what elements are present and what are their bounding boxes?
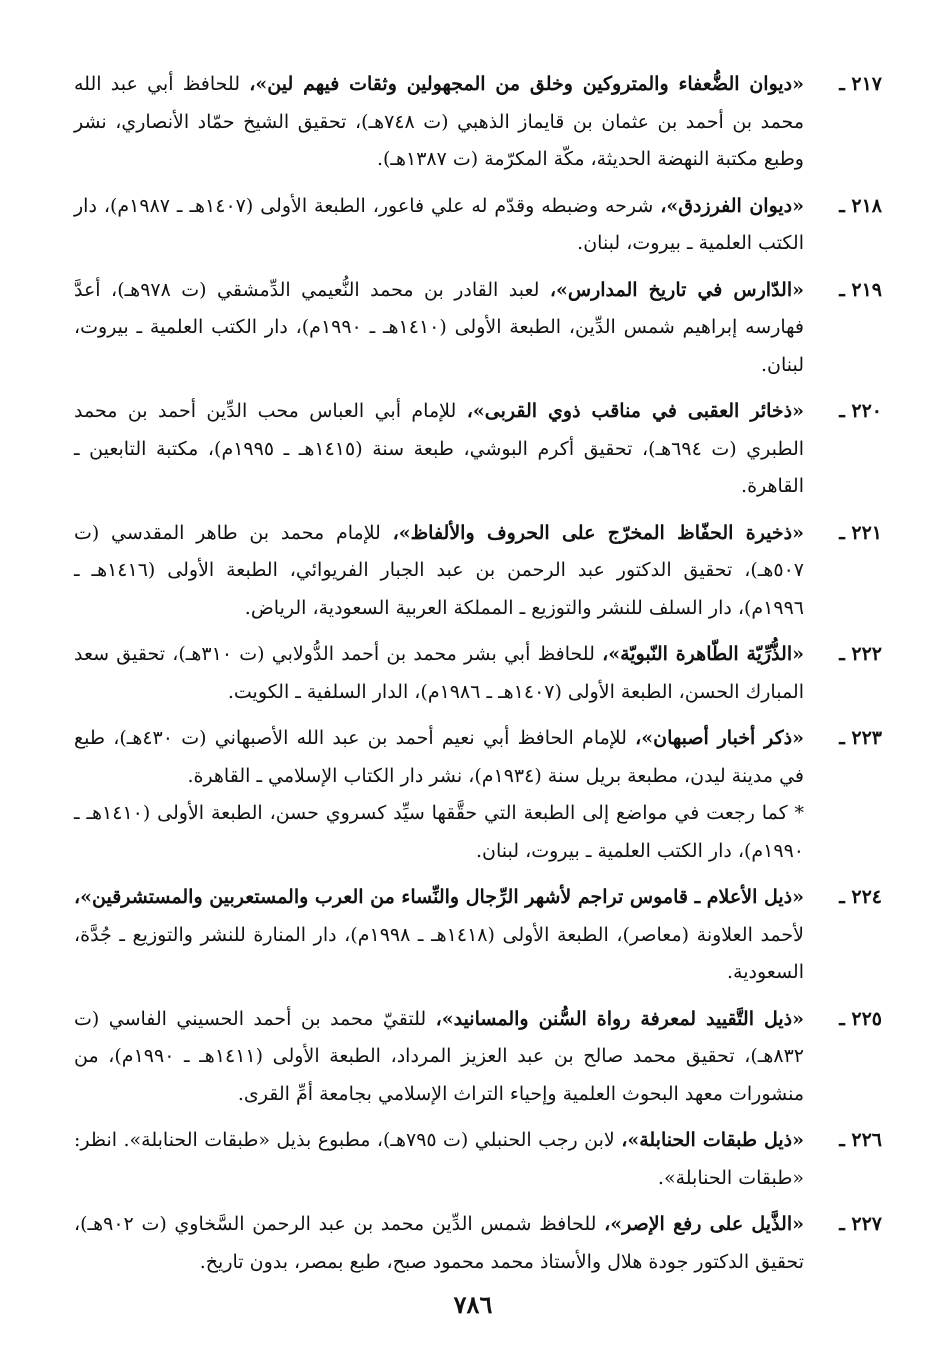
entry-details: لابن رجب الحنبلي (ت ٧٩٥هـ)، مطبوع بذيل «طبقات الحنابلة». انظر: «طبقات الحنابلة».: [74, 1129, 804, 1189]
bibliography-entry-221: [74, 515, 882, 628]
entry-title: «ذخائر العقبى في مناقب ذوي القربى»،: [466, 400, 804, 422]
bibliography-entry-227: [74, 1206, 882, 1281]
bibliography-entry-226: [74, 1122, 882, 1197]
entry-title: «ذيل التَّقييد لمعرفة رواة السُّنن والمسانيد»،: [435, 1007, 804, 1030]
entry-text: [74, 272, 804, 385]
entry-details: للحافظ أبي بشر محمد بن أحمد الدُّولابي (ت ٣١٠هـ)، تحقيق سعد المبارك الحسن، الطبعة الأولى (١٤٠٧هـ ـ ١٩٨٦م)، الدار السلفية ـ الكويت.: [74, 643, 804, 703]
entry-title: «ديوان الضُّعفاء والمتروكين وخلق من المجهولين وثقات فيهم لين»،: [249, 73, 805, 95]
bibliography-entry-217: [74, 66, 882, 179]
bibliography-entry-223: [74, 720, 882, 870]
entry-text: [74, 1001, 804, 1114]
bibliography-entry-224: [74, 879, 882, 992]
entry-title: «الذُّرِّيّة الطّاهرة النّبويّة»،: [602, 643, 805, 665]
entry-title: «الدّارس في تاريخ المدارس»،: [549, 278, 804, 301]
entry-text: [74, 1122, 804, 1197]
entry-text: [74, 879, 804, 992]
entry-title: «الذَّيل على رفع الإصر»،: [604, 1213, 805, 1235]
entry-details: لعبد القادر بن محمد النُّعيمي الدِّمشقي (ت ٩٧٨هـ)، أعدَّ فهارسه إبراهيم شمس الدِّين، الطبعة الأولى (١٤١٠هـ ـ ١٩٩٠م)، دار الكتب العلمية ـ بيروت، لبنان.: [74, 278, 805, 376]
entry-text: [74, 1206, 804, 1281]
entry-number: ٢٢٤ ـ: [839, 886, 882, 908]
entry-note: * كما رجعت في مواضع إلى الطبعة التي حقَّقها سيِّد كسروي حسن، الطبعة الأولى (١٤١٠هـ ـ ١٩٩٠م)، دار الكتب العلمية ـ بيروت، لبنان.: [74, 802, 805, 862]
entry-number: ٢١٨ ـ: [839, 194, 882, 217]
page-number: ٧٨٦: [453, 1290, 493, 1319]
entry-title: «ذخيرة الحفّاظ المخرّج على الحروف والألفاظ»،: [392, 521, 804, 544]
entry-text: [74, 636, 804, 711]
bibliography-entry-225: [74, 1001, 882, 1114]
entry-title: «ذكر أخبار أصبهان»،: [635, 727, 805, 749]
entry-number: ٢١٧ ـ: [839, 73, 882, 95]
entry-number: ٢٢٦ ـ: [839, 1129, 882, 1151]
entry-details: للحافظ أبي عبد الله محمد بن أحمد بن عثمان بن قايماز الذهبي (ت ٧٤٨هـ)، تحقيق الشيخ حمّاد الأنصاري، نشر وطبع مكتبة النهضة الحديثة، مكّة المكرّمة (ت ١٣٨٧هـ).: [74, 73, 805, 170]
bibliography-entry-219: [74, 272, 882, 385]
entry-number: ٢٢١ ـ: [839, 521, 882, 544]
entry-text: [74, 720, 804, 870]
entry-text: [74, 515, 804, 628]
entry-details: للإمام الحافظ أبي نعيم أحمد بن عبد الله الأصبهاني (ت ٤٣٠هـ)، طبع في مدينة ليدن، مطبعة بريل سنة (١٩٣٤م)، نشر دار الكتاب الإسلامي ـ القاهرة.: [74, 727, 804, 787]
entry-text: [74, 66, 804, 179]
entry-details: للإمام محمد بن طاهر المقدسي (ت ٥٠٧هـ)، تحقيق الدكتور عبد الرحمن بن عبد الجبار الفريوائي، الطبعة الأولى (١٤١٦هـ ـ ١٩٩٦م)، دار السلف للنشر والتوزيع ـ المملكة العربية السعودية، الرياض.: [74, 521, 804, 619]
entry-text: [74, 393, 804, 506]
bibliography-list: [74, 66, 882, 1290]
entry-title: «ذيل الأعلام ـ قاموس تراجم لأشهر الرِّجال والنِّساء من العرب والمستعربين والمستشرقين»،: [74, 886, 804, 908]
entry-number: ٢٢٥ ـ: [839, 1007, 882, 1030]
entry-title: «ذيل طبقات الحنابلة»،: [621, 1129, 804, 1151]
bibliography-entry-218: [74, 188, 882, 263]
entry-number: ٢٢٠ ـ: [839, 400, 882, 422]
entry-number: ٢٢٢ ـ: [839, 643, 882, 665]
bibliography-entry-220: [74, 393, 882, 506]
entry-details: للتقيّ محمد بن أحمد الحسيني الفاسي (ت ٨٣٢هـ)، تحقيق محمد صالح بن عبد العزيز المرداد، الطبعة الأولى (١٤١١هـ ـ ١٩٩٠م)، من منشورات معهد البحوث العلمية وإحياء التراث الإسلامي بجامعة أمِّ القرى.: [74, 1007, 804, 1105]
entry-text: [74, 188, 804, 263]
entry-title: «ديوان الفرزدق»،: [660, 194, 805, 217]
entry-number: ٢٢٧ ـ: [839, 1213, 882, 1235]
entry-number: ٢١٩ ـ: [839, 278, 882, 301]
entry-details: للإمام أبي العباس محب الدِّين أحمد بن محمد الطبري (ت ٦٩٤هـ)، تحقيق أكرم البوشي، طبعة سنة (١٤١٥هـ ـ ١٩٩٥م)، مكتبة التابعين ـ القاهرة.: [74, 400, 805, 497]
entry-details: للحافظ شمس الدِّين محمد بن عبد الرحمن السَّخاوي (ت ٩٠٢هـ)، تحقيق الدكتور جودة هلال والأستاذ محمد محمود صبح، طبع بمصر، بدون تاريخ.: [74, 1213, 804, 1273]
entry-number: ٢٢٣ ـ: [839, 727, 882, 749]
entry-details: لأحمد العلاونة (معاصر)، الطبعة الأولى (١٤١٨هـ ـ ١٩٩٨م)، دار المنارة للنشر والتوزيع ـ جُدَّة، السعودية.: [74, 923, 804, 983]
bibliography-entry-222: [74, 636, 882, 711]
entry-details: شرحه وضبطه وقدّم له علي فاعور، الطبعة الأولى (١٤٠٧هـ ـ ١٩٨٧م)، دار الكتب العلمية ـ بيروت، لبنان.: [74, 194, 804, 254]
